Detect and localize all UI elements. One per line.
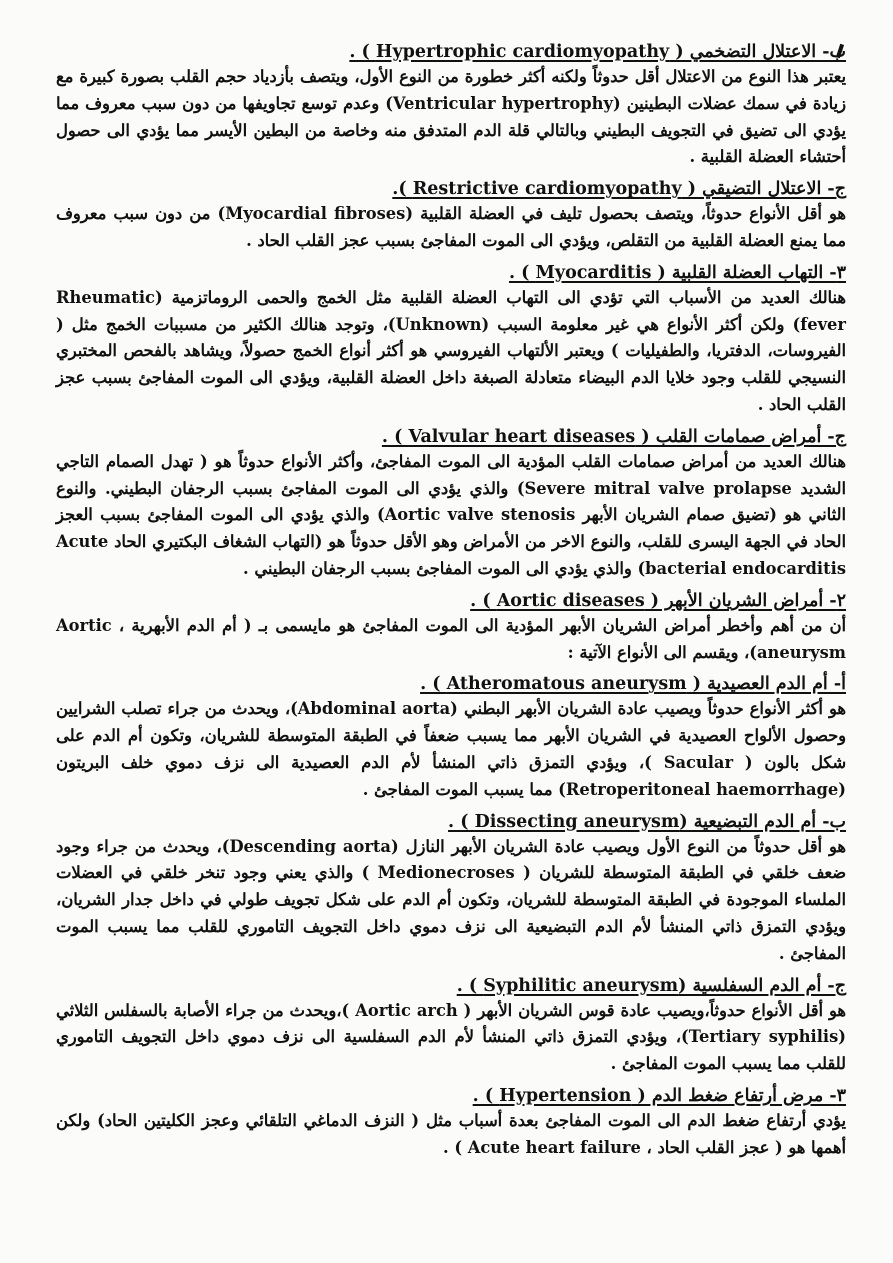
section-heading bbox=[56, 974, 846, 998]
section-heading bbox=[56, 261, 846, 285]
heading-text: ٢- أمراض الشريان الأبهر ( Aortic diseases ) . bbox=[470, 590, 846, 611]
heading-text: ج- أمراض صمامات القلب ( Valvular heart diseases ) . bbox=[381, 426, 846, 447]
section-hypertension bbox=[56, 1084, 846, 1162]
section-atheromatous-aneurysm bbox=[56, 672, 846, 803]
section-heading bbox=[56, 40, 846, 64]
section-heading bbox=[56, 177, 846, 201]
section-heading bbox=[56, 810, 846, 834]
section-heading bbox=[56, 1084, 846, 1108]
heading-text: ب- الاعتلال التضخمي ( Hypertrophic cardiomyopathy ) . bbox=[349, 42, 846, 62]
heading-text: ج- الاعتلال التضيقي ( Restrictive cardiomyopathy ). bbox=[392, 179, 846, 200]
section-paragraph: يؤدي أرتفاع ضغط الدم الى الموت المفاجئ بعدة أسباب مثل ( النزف الدماغي التلقائي وعجز الكليتين الحاد) ولكن أهمها هو ( عجز القلب الحاد ، Acute heart failure ) . bbox=[56, 1110, 846, 1157]
section-heading bbox=[56, 589, 846, 613]
section-paragraph: أن من أهم وأخطر أمراض الشريان الأبهر المؤدية الى الموت المفاجئ هو مايسمى بـ ( أم الدم الأبهرية ، Aortic aneurysm)، ويقسم الى الأنواع الآتية : bbox=[56, 615, 846, 662]
document-page bbox=[56, 40, 846, 1220]
section-valvular-heart-diseases bbox=[56, 425, 846, 583]
heading-text: ب- أم الدم التبضيعية (Dissecting aneurysm ) . bbox=[448, 811, 846, 832]
section-syphilitic-aneurysm bbox=[56, 974, 846, 1078]
heading-text: ٣- مرض أرتفاع ضغط الدم ( Hypertension ) . bbox=[472, 1085, 846, 1106]
heading-text: أ- أم الدم العصيدية ( Atheromatous aneurysm ) . bbox=[420, 674, 846, 695]
heading-text: ج- أم الدم السفلسية (Syphilitic aneurysm ) . bbox=[456, 975, 846, 996]
section-hypertrophic-cardiomyopathy bbox=[56, 40, 846, 171]
section-dissecting-aneurysm bbox=[56, 810, 846, 968]
section-aortic-diseases bbox=[56, 589, 846, 667]
section-paragraph: يعتبر هذا النوع من الاعتلال أقل حدوثاً ولكنه أكثر خطورة من النوع الأول، ويتصف بأزدياد حجم القلب بصورة كبيرة مع زيادة في سمك عضلات البطينين (Ventricular hypertrophy) وعدم توسع تجاويفها من دون سبب معروف مما يؤدي الى تضيق في التجويف البطيني وبالتالي قلة الدم المتدفق منه وخاصة من البطين الأيسر مما يؤدي الى حصول أحتشاء العضلة القلبية . bbox=[56, 67, 847, 167]
section-paragraph: هو أقل الأنواع حدوثاً، ويتصف بحصول تليف في العضلة القلبية (Myocardial fibroses) من دون سبب معروف مما يمنع العضلة القلبية من التقلص، ويؤدي الى الموت المفاجئ بسبب عجز القلب الحاد . bbox=[56, 204, 846, 250]
section-paragraph: هو أقل حدوثاً من النوع الأول ويصيب عادة الشريان الأبهر النازل (Descending aorta)، ويحدث من جراء وجود ضعف خلقي في الطبقة المتوسطة للشريان ( Medionecroses ) والذي يعني وجود تنخر خلقي في العضلات الملساء الموجودة في الطبقة المتوسطة للشريان، وتكون أم الدم على شكل تجويف طولي في داخل جدار الشريان، ويؤدي التمزق ذاتي المنشأ لأم الدم التبضيعية الى نزف دموي داخل التجويف التاموري للقلب مما يسبب الموت المفاجئ . bbox=[56, 836, 846, 963]
section-heading bbox=[56, 672, 846, 696]
section-paragraph: هو أقل الأنواع حدوثاً،ويصيب عادة قوس الشريان الأبهر ( Aortic arch )،ويحدث من جراء الأصابة بالسفلس الثلاثي (Tertiary syphilis)، ويؤدي التمزق ذاتي المنشأ لأم الدم السفلسية الى نزف دموي داخل التجويف التاموري للقلب مما يسبب الموت المفاجئ . bbox=[56, 1000, 847, 1074]
section-paragraph: هنالك العديد من أمراض صمامات القلب المؤدية الى الموت المفاجئ، وأكثر الأنواع حدوثاً هو ( تهدل الصمام التاجي الشديد Severe mitral valve prolapse) والذي يؤدي الى الموت المفاجئ بسبب الرجفان البطيني. والنوع الثاني هو (تضيق صمام الشريان الأبهر Aortic valve stenosis) والذي يؤدي الى الموت المفاجئ بسبب العجز الحاد في الجهة اليسرى للقلب، والنوع الاخر من الأمراض وهو الأقل حدوثاً هو (التهاب الشغاف البكتيري الحاد Acute bacterial endocarditis) والذي يؤدي الى الموت المفاجئ بسبب الرجفان البطيني . bbox=[56, 451, 846, 578]
section-paragraph: هو أكثر الأنواع حدوثاً ويصيب عادة الشريان الأبهر البطني (Abdominal aorta)، ويحدث من جراء تصلب الشرايين وحصول الألواح العصيدية في الشريان الأبهر مما يسبب ضعفاً في الطبقة المتوسطة للشريان، وتكون أم الدم على شكل بالون ( Sacular )، ويؤدي التمزق ذاتي المنشأ لأم الدم العصيدية الى نزف دموي خلف البريتون (Retroperitoneal haemorrhage) مما يسبب الموت المفاجئ . bbox=[56, 699, 846, 799]
section-heading bbox=[56, 425, 846, 449]
section-paragraph: هنالك العديد من الأسباب التي تؤدي الى التهاب العضلة القلبية مثل الخمج والحمى الروماتزمية (Rheumatic fever) ولكن أكثر الأنواع هي غير معلومة السبب (Unknown)، وتوجد هنالك الكثير من مسببات الخمج مثل ( الفيروسات، الدفتريا، والطفيليات ) ويعتبر الألتهاب الفيروسي هو أكثر أنواع الخمج حصولاً، ويشاهد بالفحص المختبري النسيجي للقلب وجود خلايا الدم البيضاء متعادلة الصبغة داخل العضلة القلبية، ويؤدي الى الموت المفاجئ بسبب عجز القلب الحاد . bbox=[56, 287, 846, 414]
section-restrictive-cardiomyopathy bbox=[56, 177, 846, 255]
heading-text: ٣- التهاب العضلة القلبية ( Myocarditis ) . bbox=[508, 262, 846, 283]
section-myocarditis bbox=[56, 261, 846, 419]
